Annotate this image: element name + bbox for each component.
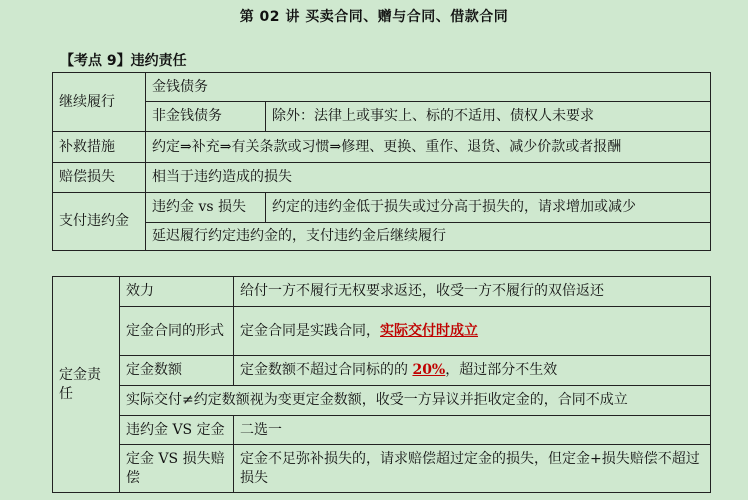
delay-penalty-cell: 延迟履行约定违约金的，支付违约金后继续履行 bbox=[146, 223, 711, 251]
remedy-content: 约定⇒补充⇒有关条款或习惯⇒修理、更换、重作、退货、减少价款或者报酬 bbox=[146, 132, 711, 163]
deposit-amount-label: 定金数额 bbox=[120, 356, 234, 386]
continue-performance-label: 继续履行 bbox=[53, 73, 146, 132]
deposit-vs-loss-label: 定金 VS 损失赔偿 bbox=[120, 445, 234, 493]
penalty-vs-loss-content: 约定的违约金低于损失或过分高于损失的，请求增加或减少 bbox=[266, 193, 711, 223]
deposit-liability-label: 定金责任 bbox=[53, 277, 120, 493]
page-title: 第 02 讲 买卖合同、赠与合同、借款合同 bbox=[239, 9, 509, 25]
section-heading: 【考点 9】违约责任 bbox=[60, 53, 187, 69]
effect-content: 给付一方不履行无权要求返还，收受一方不履行的双倍返还 bbox=[234, 277, 711, 307]
remedy-label: 补救措施 bbox=[53, 132, 146, 163]
deposit-form-label: 定金合同的形式 bbox=[120, 307, 234, 356]
money-debt-cell: 金钱债务 bbox=[146, 73, 711, 102]
deposit-amount-content bbox=[234, 356, 711, 386]
compensation-label: 赔偿损失 bbox=[53, 163, 146, 193]
non-money-exception-cell: 除外：法律上或事实上、标的不适用、债权人未要求 bbox=[266, 102, 711, 132]
deposit-form-text: 定金合同是实践合同， bbox=[240, 322, 380, 339]
deposit-form-content bbox=[234, 307, 711, 356]
actual-vs-agreed-cell: 实际交付≠约定数额视为变更定金数额，收受一方异议并拒收定金的，合同不成立 bbox=[120, 386, 711, 416]
deposit-amount-suffix: ，超过部分不生效 bbox=[445, 362, 558, 378]
breach-liability-table bbox=[52, 72, 711, 251]
penalty-vs-deposit-content: 二选一 bbox=[234, 416, 711, 445]
effect-label: 效力 bbox=[120, 277, 234, 307]
deposit-liability-table bbox=[52, 276, 711, 493]
deposit-amount-text: 定金数额不超过合同标的的 bbox=[240, 362, 413, 378]
non-money-debt-cell: 非金钱债务 bbox=[146, 102, 266, 132]
penalty-vs-loss-label: 违约金 vs 损失 bbox=[146, 193, 266, 223]
deposit-vs-loss-content: 定金不足弥补损失的，请求赔偿超过定金的损失，但定金+损失赔偿不超过损失 bbox=[234, 445, 711, 493]
penalty-vs-deposit-label: 违约金 VS 定金 bbox=[120, 416, 234, 445]
deposit-form-highlight: 实际交付时成立 bbox=[380, 322, 478, 339]
deposit-amount-highlight: 20% bbox=[412, 362, 446, 378]
penalty-label: 支付违约金 bbox=[53, 193, 146, 251]
compensation-content: 相当于违约造成的损失 bbox=[146, 163, 711, 193]
